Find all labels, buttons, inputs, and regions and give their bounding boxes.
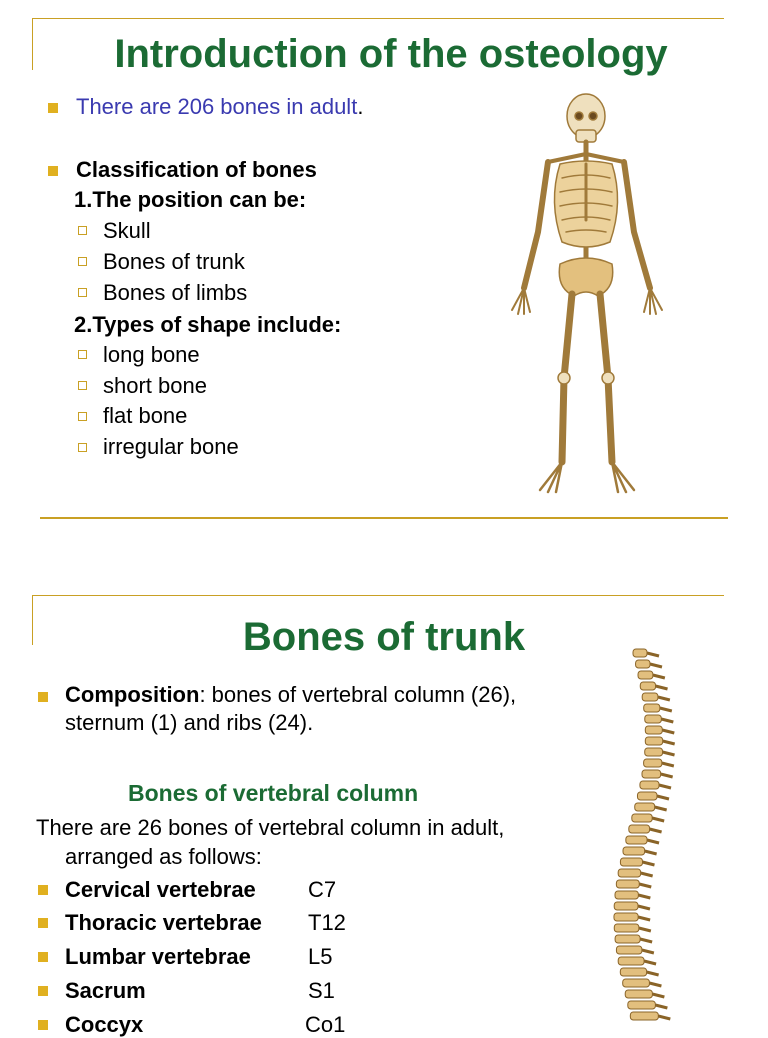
position-item: Bones of limbs: [103, 280, 248, 305]
vertebra-shape: [615, 935, 640, 943]
vertebra-shape: [636, 660, 650, 668]
shape-item: short bone: [103, 373, 207, 398]
vertebra-shape: [644, 704, 660, 712]
slide-title: Bones of trunk: [242, 615, 526, 659]
vertebra-process: [647, 972, 659, 975]
vertebra-shape: [645, 726, 662, 734]
vertebra-shape: [623, 847, 645, 855]
vertebra-shape: [620, 968, 646, 976]
hollow-square-icon: [78, 350, 87, 359]
vertebra-shape: [628, 1001, 656, 1009]
vertebra-shape: [638, 671, 653, 679]
vertebra-shape: [618, 957, 644, 965]
vertebra-process: [653, 675, 665, 678]
composition-line: [65, 682, 516, 708]
vertebra-process: [655, 807, 667, 810]
vertebra-process: [645, 851, 657, 854]
slide-frame-top: [32, 18, 724, 19]
vertebra-process: [639, 928, 651, 931]
bullet-icon: [38, 952, 48, 962]
vertebra-shape: [616, 880, 639, 888]
classification-heading: Classification of bones: [76, 157, 317, 182]
vertebra-shape: [637, 792, 657, 800]
vertebra-shape: [640, 682, 655, 690]
slide-frame-top: [32, 595, 724, 596]
vertebra-shape: [640, 781, 659, 789]
slide-2: [0, 585, 768, 1037]
vertebra-process: [661, 774, 673, 777]
vertebra-shape: [623, 979, 650, 987]
composition-text-continued: sternum (1) and ribs (24).: [65, 710, 314, 735]
vertebra-shape: [629, 825, 650, 833]
vertebra-process: [638, 917, 650, 920]
vertebra-process: [638, 895, 650, 898]
vertebra-code: Co1: [305, 1012, 346, 1037]
vertebra-shape: [630, 1012, 658, 1020]
vertebra-shape: [642, 693, 658, 701]
vertebra-shape: [615, 891, 638, 899]
bullet-icon: [38, 1020, 48, 1030]
vertebra-shape: [618, 869, 640, 877]
vertebra-name: Lumbar vertebrae: [65, 944, 251, 969]
vertebra-process: [656, 686, 668, 689]
shape-item: irregular bone: [103, 434, 239, 459]
vertebra-process: [663, 741, 675, 744]
vertebra-shape: [645, 737, 662, 745]
vertebra-process: [647, 653, 659, 656]
vertebra-process: [642, 862, 654, 865]
vertebra-process: [647, 840, 659, 843]
position-heading: 1.The position can be:: [74, 187, 307, 212]
vertebra-process: [663, 752, 675, 755]
vertebra-name: Coccyx: [65, 1012, 144, 1037]
hollow-square-icon: [78, 443, 87, 452]
vertebra-process: [650, 664, 662, 667]
hollow-square-icon: [78, 226, 87, 235]
vertebra-process: [649, 983, 661, 986]
paragraph-line: There are 26 bones of vertebral column in adult,: [36, 815, 505, 840]
vertebra-code: T12: [308, 910, 346, 935]
vertebra-shape: [614, 902, 638, 910]
vertebra-shape: [620, 858, 642, 866]
vertebra-name: Cervical vertebrae: [65, 877, 256, 902]
vertebra-process: [644, 961, 656, 964]
vertebra-process: [655, 1005, 667, 1008]
vertebra-process: [642, 950, 654, 953]
vertebra-process: [661, 719, 673, 722]
intro-text: There are 206 bones in adult: [76, 94, 358, 119]
shape-item: long bone: [103, 342, 200, 367]
hollow-square-icon: [78, 381, 87, 390]
vertebra-process: [660, 708, 672, 711]
paragraph-line: arranged as follows:: [65, 844, 262, 869]
slide-frame-bottom: [40, 517, 728, 519]
vertebra-shape: [616, 946, 641, 954]
slide-title: Introduction of the osteology: [114, 32, 668, 76]
bullet-icon: [38, 986, 48, 996]
vertebra-process: [658, 697, 670, 700]
spine-illustration: [612, 645, 702, 1025]
hollow-square-icon: [78, 288, 87, 297]
vertebra-process: [662, 730, 674, 733]
vertebra-code: S1: [308, 978, 335, 1003]
vertebra-process: [652, 994, 664, 997]
vertebra-process: [650, 829, 662, 832]
intro-line: [76, 94, 363, 120]
vertebra-process: [640, 939, 652, 942]
bullet-icon: [38, 918, 48, 928]
bullet-icon: [38, 692, 48, 702]
vertebra-shape: [644, 759, 662, 767]
hollow-square-icon: [78, 257, 87, 266]
vertebra-shape: [614, 924, 639, 932]
hollow-square-icon: [78, 412, 87, 421]
vertebra-code: C7: [308, 877, 337, 902]
vertebra-process: [657, 796, 669, 799]
vertebra-shape: [635, 803, 655, 811]
shape-heading: 2.Types of shape include:: [74, 312, 342, 337]
vertebra-shape: [642, 770, 661, 778]
vertebra-process: [659, 785, 671, 788]
shape-item: flat bone: [103, 403, 188, 428]
bullet-icon: [48, 166, 58, 176]
vertebra-shape: [626, 836, 647, 844]
vertebral-subheading: Bones of vertebral column: [128, 780, 419, 806]
vertebra-process: [662, 763, 674, 766]
position-item: Bones of trunk: [103, 249, 245, 274]
position-item: Skull: [103, 218, 151, 243]
vertebra-shape: [645, 748, 663, 756]
vertebra-shape: [614, 913, 638, 921]
vertebra-name: Sacrum: [65, 978, 146, 1003]
bullet-icon: [48, 103, 58, 113]
vertebra-shape: [625, 990, 652, 998]
vertebra-process: [658, 1016, 670, 1019]
vertebra-process: [641, 873, 653, 876]
vertebra-process: [652, 818, 664, 821]
vertebra-name: Thoracic vertebrae: [65, 910, 262, 935]
vertebra-shape: [632, 814, 652, 822]
composition-label: Composition: [65, 682, 200, 707]
intro-period: .: [357, 94, 364, 119]
composition-text: : bones of vertebral column (26),: [199, 682, 517, 707]
vertebra-shape: [645, 715, 662, 723]
skeleton-illustration: [478, 92, 694, 496]
vertebra-code: L5: [308, 944, 333, 969]
bullet-icon: [38, 885, 48, 895]
vertebra-process: [639, 884, 651, 887]
vertebra-process: [638, 906, 650, 909]
vertebra-shape: [633, 649, 647, 657]
